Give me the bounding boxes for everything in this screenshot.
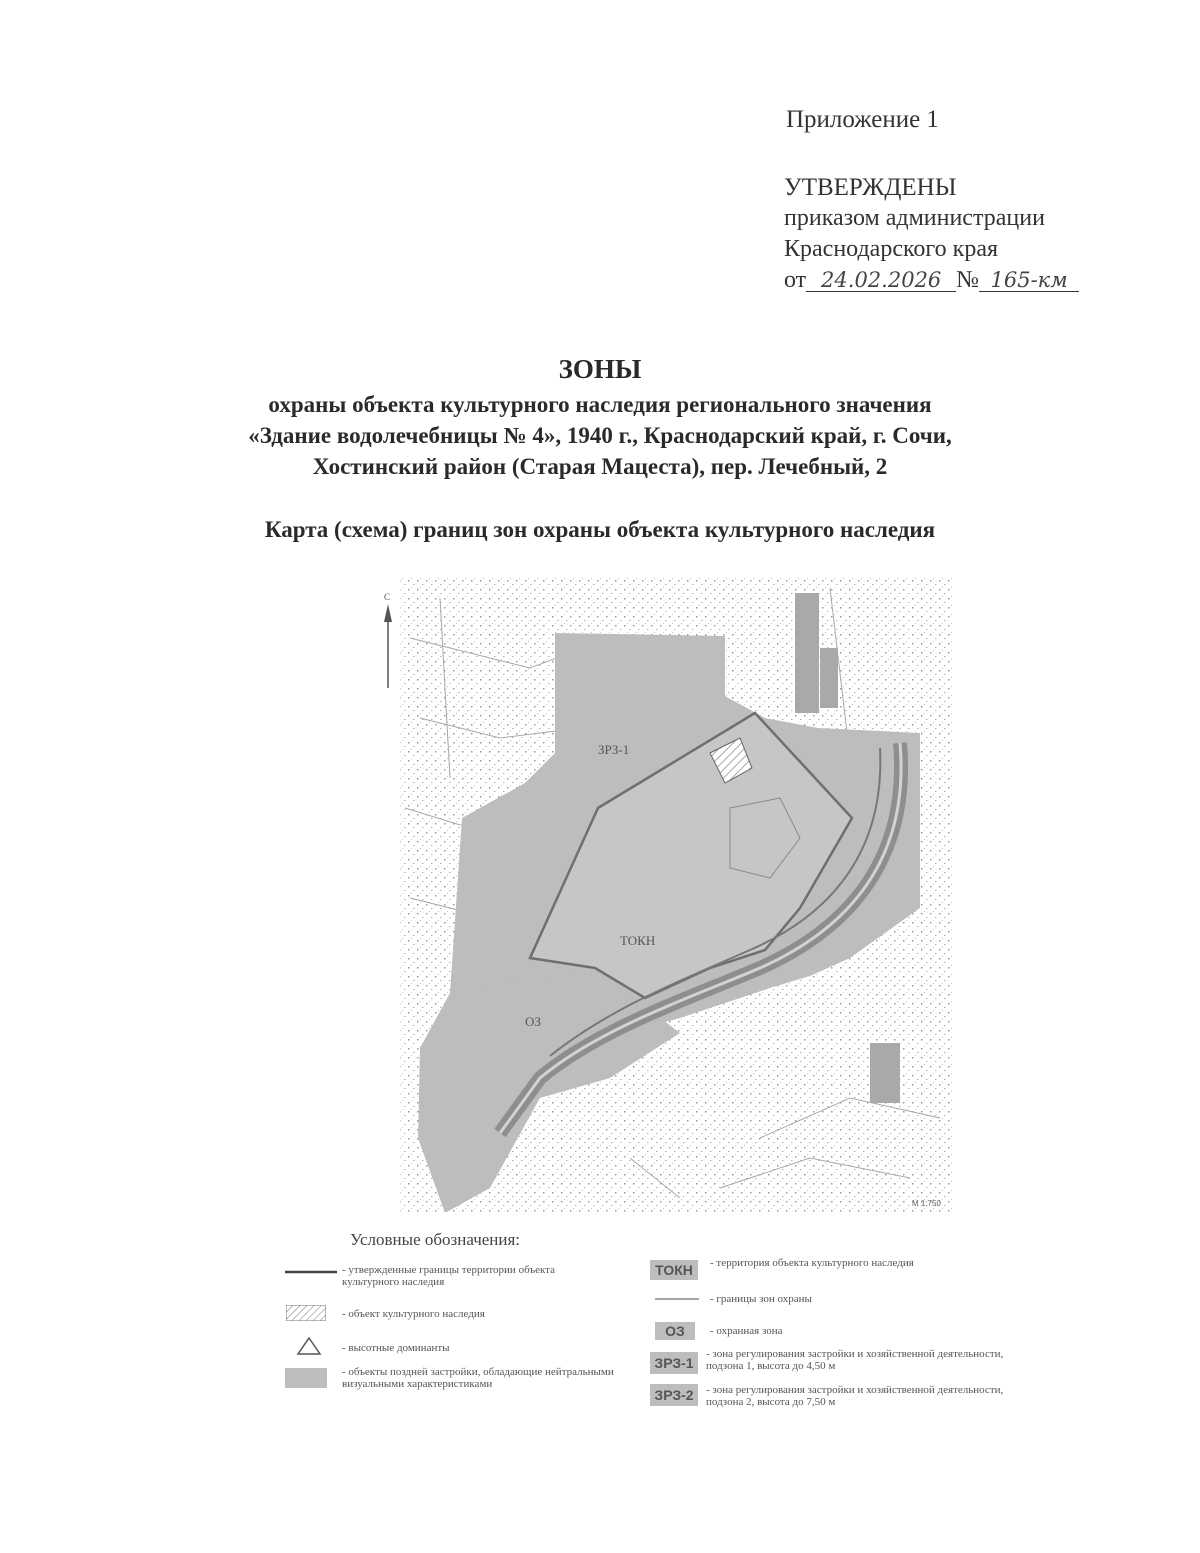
legend-zrz1: - зона регулирования застройки и хозяйственной деятельности, подзона 1, высота до 4,50 м <box>706 1348 1004 1372</box>
late-buildings-symbol <box>285 1368 327 1388</box>
legend-zrz2: - зона регулирования застройки и хозяйственной деятельности, подзона 2, высота до 7,50 м <box>706 1384 1004 1408</box>
north-arrow-icon <box>384 604 392 688</box>
triangle-icon <box>296 1336 322 1356</box>
zone-border-symbol <box>655 1297 699 1301</box>
hatch-symbol <box>286 1305 326 1321</box>
appendix-label: Приложение 1 <box>786 106 939 133</box>
zrz1-badge: ЗРЗ-1 <box>650 1352 698 1374</box>
date-line <box>784 265 1079 296</box>
oz-badge: ОЗ <box>655 1322 695 1340</box>
legend-title: Условные обозначения: <box>350 1230 521 1249</box>
legend-approved-border: - утвержденные границы территории объекта культурного наследия <box>342 1264 555 1288</box>
label-zrz1: ЗРЗ-1 <box>598 742 630 757</box>
doc-title: ЗОНЫ <box>558 354 642 384</box>
zrz2-badge: ЗРЗ-2 <box>650 1384 698 1406</box>
region-label: Краснодарского края <box>784 236 999 262</box>
zone-map <box>380 578 952 1212</box>
map-title: Карта (схема) границ зон охраны объекта культурного наследия <box>264 517 936 542</box>
number-sign: № <box>956 267 980 293</box>
approved-border-symbol <box>285 1268 337 1276</box>
label-oz: ОЗ <box>525 1014 541 1029</box>
subtitle-line-3: Хостинский район (Старая Мацеста), пер. Лечебный, 2 <box>312 454 888 479</box>
legend-oz: - охранная зона <box>710 1325 783 1337</box>
legend-high-dominants: - высотные доминанты <box>342 1342 450 1354</box>
scale-label: М 1:750 <box>912 1199 941 1208</box>
label-tokn: ТОКН <box>620 933 656 948</box>
doc-subtitle <box>0 389 1200 482</box>
approved-label: УТВЕРЖДЕНЫ <box>784 174 957 201</box>
north-label: С <box>384 592 391 602</box>
subtitle-line-2: «Здание водолечебницы № 4», 1940 г., Краснодарский край, г. Сочи, <box>248 423 952 448</box>
date-prefix: от <box>784 267 807 293</box>
legend-zone-borders: - границы зон охраны <box>710 1293 812 1305</box>
tokn-badge: ТОКН <box>650 1260 698 1280</box>
legend-heritage-object: - объект культурного наследия <box>342 1308 485 1320</box>
legend-tokn: - территория объекта культурного наследия <box>710 1257 914 1269</box>
order-label: приказом администрации <box>784 205 1045 231</box>
handwritten-date: 24.02.2026 <box>806 269 956 292</box>
legend-late-buildings: - объекты поздней застройки, обладающие нейтральными визуальными характеристиками <box>342 1366 614 1390</box>
handwritten-number: 165-км <box>979 269 1079 292</box>
subtitle-line-1: охраны объекта культурного наследия регионального значения <box>268 392 932 417</box>
approval-block <box>784 172 1079 296</box>
